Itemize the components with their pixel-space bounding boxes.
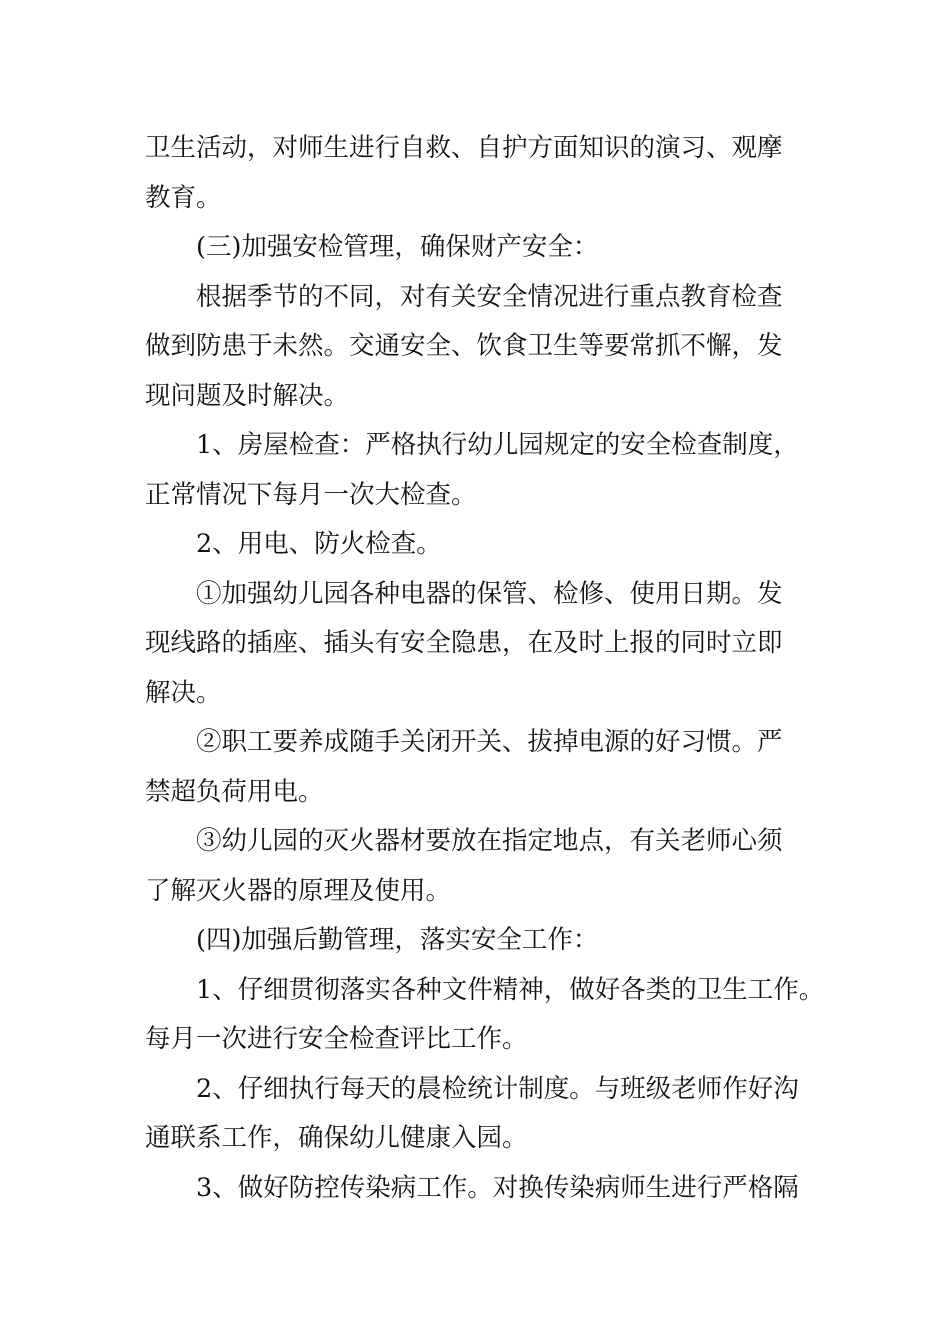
text-line: 了解灭火器的原理及使用。 xyxy=(145,875,452,906)
text-line: 教育。 xyxy=(145,182,222,213)
text-line: 禁超负荷用电。 xyxy=(145,776,324,807)
text-line: 卫生活动，对师生进行自救、自护方面知识的演习、观摩 xyxy=(145,133,783,163)
text-line: (四)加强后勤管理，落实安全工作： xyxy=(196,925,599,955)
text-line: 2、用电、防火检查。 xyxy=(196,529,442,559)
list-item xyxy=(145,966,825,1065)
section-heading-3 xyxy=(145,223,815,273)
section-heading-4 xyxy=(145,916,815,966)
text-line: 现线路的插座、插头有安全隐患，在及时上报的同时立即 xyxy=(145,628,783,658)
list-item xyxy=(145,1164,815,1214)
text-line: 解决。 xyxy=(145,677,222,708)
list-item xyxy=(145,1065,815,1164)
text-line: 根据季节的不同，对有关安全情况进行重点教育检查 xyxy=(196,281,783,312)
text-line: ①加强幼儿园各种电器的保管、检修、使用日期。发 xyxy=(196,578,783,609)
text-line: 通联系工作，确保幼儿健康入园。 xyxy=(145,1123,528,1153)
text-line: 1、房屋检查：严格执行幼儿园规定的安全检查制度， xyxy=(196,430,799,460)
list-item xyxy=(145,520,815,570)
text-line: (三)加强安检管理，确保财产安全： xyxy=(196,232,599,262)
paragraph xyxy=(145,273,815,422)
text-line: 做到防患于未然。交通安全、饮食卫生等要常抓不懈，发 xyxy=(145,331,783,361)
document-body xyxy=(145,124,825,1213)
list-item xyxy=(145,718,815,817)
text-line: 正常情况下每月一次大检查。 xyxy=(145,479,477,510)
list-item xyxy=(145,817,815,916)
text-line: 2、仔细执行每天的晨检统计制度。与班级老师作好沟 xyxy=(196,1073,799,1104)
list-item xyxy=(145,570,815,719)
text-line: 1、仔细贯彻落实各种文件精神，做好各类的卫生工作。 xyxy=(196,974,825,1005)
text-line: ③幼儿园的灭火器材要放在指定地点，有关老师心须 xyxy=(196,826,783,856)
text-line: 3、做好防控传染病工作。对换传染病师生进行严格隔 xyxy=(196,1172,799,1203)
paragraph xyxy=(145,124,815,223)
text-line: 现问题及时解决。 xyxy=(145,380,350,411)
text-line: ②职工要养成随手关闭开关、拔掉电源的好习惯。严 xyxy=(196,727,783,757)
list-item xyxy=(145,421,815,520)
text-line: 每月一次进行安全检查评比工作。 xyxy=(145,1024,528,1054)
